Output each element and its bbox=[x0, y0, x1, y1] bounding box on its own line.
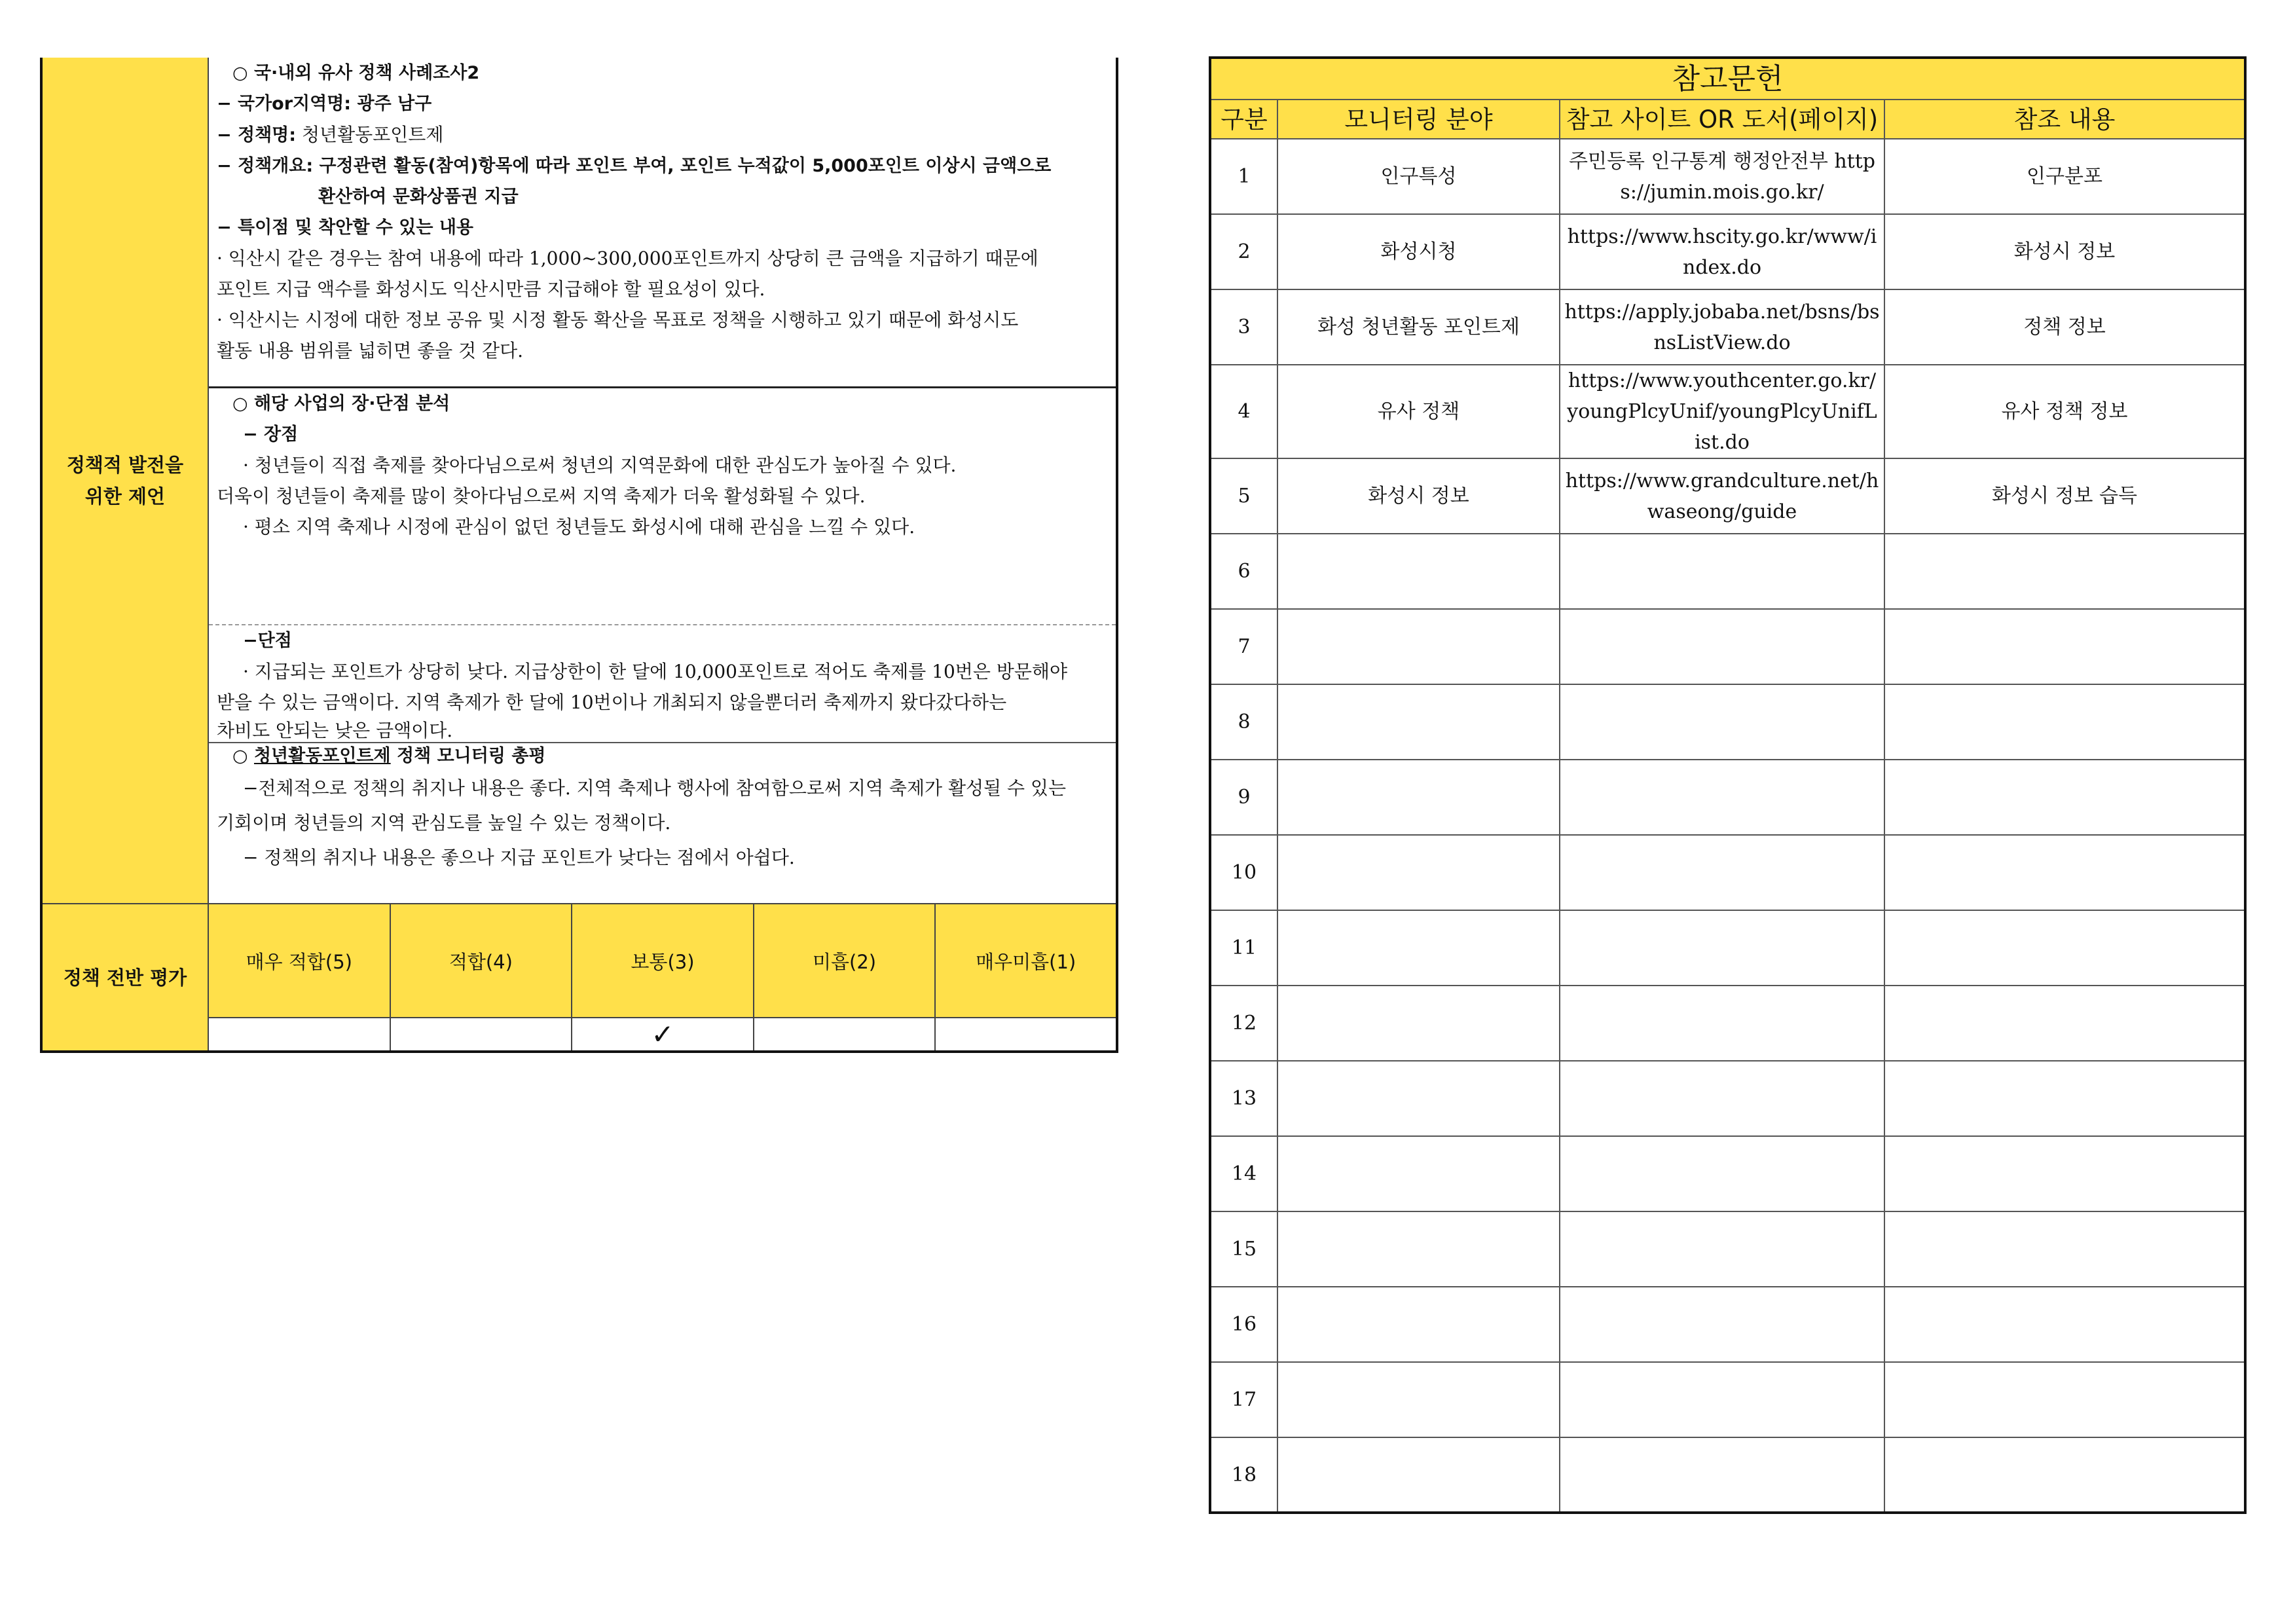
rating-option-5 bbox=[208, 904, 390, 1018]
reference-number: 4 bbox=[1210, 365, 1277, 458]
reference-source bbox=[1560, 835, 1884, 910]
reference-source: https://www.hscity.go.kr/www/index.do bbox=[1560, 214, 1884, 289]
reference-source bbox=[1560, 1136, 1884, 1211]
check-mark-icon: ✓ bbox=[651, 1018, 674, 1050]
header-source: 참고 사이트 OR 도서(페이지) bbox=[1560, 100, 1884, 139]
reference-row bbox=[1210, 760, 2245, 835]
reference-field bbox=[1277, 835, 1560, 910]
notes-heading: − 특이점 및 착안할 수 있는 내용 bbox=[217, 217, 474, 238]
reference-row bbox=[1210, 835, 2245, 910]
pro-line: · 평소 지역 축제나 시정에 관심이 없던 청년들도 화성시에 대해 관심을 느낄 수 있다. bbox=[243, 516, 915, 538]
rating-option-1 bbox=[935, 904, 1117, 1018]
cons-heading: −단점 bbox=[243, 631, 292, 651]
reference-row bbox=[1210, 1362, 2245, 1437]
reference-number: 14 bbox=[1210, 1136, 1277, 1211]
reference-field: 유사 정책 bbox=[1277, 365, 1560, 458]
reference-row bbox=[1210, 986, 2245, 1061]
reference-field bbox=[1277, 609, 1560, 684]
con-line: 받을 수 있는 금액이다. 지역 축제가 한 달에 10번이나 개최되지 않을뿐더러 축제까지 왔다갔다하는 bbox=[217, 692, 1007, 713]
reference-number: 13 bbox=[1210, 1061, 1277, 1136]
proposal-label bbox=[41, 58, 208, 904]
reference-row bbox=[1210, 1287, 2245, 1362]
policy-name-label: − 정책명: bbox=[217, 125, 297, 145]
references-title: 참고문헌 bbox=[1210, 58, 2245, 100]
reference-field bbox=[1277, 910, 1560, 986]
reference-row bbox=[1210, 1437, 2245, 1513]
reference-field bbox=[1277, 534, 1560, 609]
reference-source bbox=[1560, 1287, 1884, 1362]
reference-field bbox=[1277, 1437, 1560, 1513]
reference-content: 화성시 정보 습득 bbox=[1884, 458, 2245, 534]
reference-content bbox=[1884, 986, 2245, 1061]
reference-content: 인구분포 bbox=[1884, 139, 2245, 214]
reference-row bbox=[1210, 1211, 2245, 1287]
rating-option-label: 매우미흡(1) bbox=[976, 950, 1076, 973]
reference-row bbox=[1210, 289, 2245, 365]
reference-row bbox=[1210, 609, 2245, 684]
header-field: 모니터링 분야 bbox=[1277, 100, 1560, 139]
reference-row bbox=[1210, 684, 2245, 760]
reference-row bbox=[1210, 458, 2245, 534]
note-line: 포인트 지급 액수를 화성시도 익산시만큼 지급해야 할 필요성이 있다. bbox=[217, 278, 765, 300]
reference-content bbox=[1884, 1437, 2245, 1513]
reference-row bbox=[1210, 139, 2245, 214]
reference-field bbox=[1277, 1061, 1560, 1136]
reference-number: 18 bbox=[1210, 1437, 1277, 1513]
reference-field bbox=[1277, 986, 1560, 1061]
rating-option-3 bbox=[572, 904, 754, 1018]
rating-option-label: 적합(4) bbox=[449, 950, 513, 973]
policy-name-line bbox=[217, 119, 1116, 151]
rating-option-2 bbox=[754, 904, 936, 1018]
reference-field bbox=[1277, 760, 1560, 835]
summary-line: 기회이며 청년들의 지역 관심도를 높일 수 있는 정책이다. bbox=[217, 812, 671, 834]
reference-content bbox=[1884, 1362, 2245, 1437]
reference-content bbox=[1884, 534, 2245, 609]
reference-field bbox=[1277, 684, 1560, 760]
overview-line-1: − 정책개요: 구정관련 활동(참여)항목에 따라 포인트 부여, 포인트 누적값이 5,000포인트 이상시 금액으로 bbox=[217, 156, 1052, 176]
case-study-section bbox=[209, 58, 1116, 388]
reference-number: 8 bbox=[1210, 684, 1277, 760]
reference-source: 주민등록 인구통계 행정안전부 https://jumin.mois.go.kr/ bbox=[1560, 139, 1884, 214]
reference-number: 2 bbox=[1210, 214, 1277, 289]
reference-number: 7 bbox=[1210, 609, 1277, 684]
reference-source bbox=[1560, 1211, 1884, 1287]
reference-row bbox=[1210, 365, 2245, 458]
rating-check-cell bbox=[208, 1018, 390, 1052]
reference-number: 15 bbox=[1210, 1211, 1277, 1287]
rating-option-label: 미흡(2) bbox=[813, 950, 877, 973]
reference-number: 3 bbox=[1210, 289, 1277, 365]
reference-source: https://www.youthcenter.go.kr/youngPlcyUnif/youngPlcyUnifList.do bbox=[1560, 365, 1884, 458]
rating-check-cell bbox=[572, 1018, 754, 1052]
summary-line: − 정책의 취지나 내용은 좋으나 지급 포인트가 낮다는 점에서 아쉽다. bbox=[243, 847, 795, 868]
reference-source bbox=[1560, 534, 1884, 609]
reference-number: 5 bbox=[1210, 458, 1277, 534]
evaluation-label bbox=[41, 904, 208, 1052]
reference-source: https://apply.jobaba.net/bsns/bsnsListView.do bbox=[1560, 289, 1884, 365]
region-line: − 국가or지역명: 광주 남구 bbox=[217, 94, 432, 114]
proposal-label-text: 정책적 발전을 위한 제언 bbox=[66, 453, 184, 507]
reference-source bbox=[1560, 760, 1884, 835]
reference-content bbox=[1884, 684, 2245, 760]
pros-section bbox=[209, 388, 1116, 625]
reference-number: 11 bbox=[1210, 910, 1277, 986]
reference-row bbox=[1210, 1136, 2245, 1211]
summary-heading-prefix: ○ bbox=[232, 746, 254, 766]
reference-content bbox=[1884, 910, 2245, 986]
rating-option-label: 매우 적합(5) bbox=[246, 950, 352, 973]
reference-content bbox=[1884, 1136, 2245, 1211]
reference-field bbox=[1277, 1136, 1560, 1211]
reference-content bbox=[1884, 1211, 2245, 1287]
references-table bbox=[1209, 56, 2247, 1514]
reference-field: 화성시청 bbox=[1277, 214, 1560, 289]
reference-content: 유사 정책 정보 bbox=[1884, 365, 2245, 458]
reference-source bbox=[1560, 1362, 1884, 1437]
analysis-heading: ○ 해당 사업의 장·단점 분석 bbox=[232, 394, 450, 414]
policy-proposal-table bbox=[40, 58, 1118, 1053]
reference-source bbox=[1560, 1061, 1884, 1136]
rating-check-cell bbox=[754, 1018, 936, 1052]
policy-name-value: 청년활동포인트제 bbox=[301, 124, 444, 145]
reference-field: 인구특성 bbox=[1277, 139, 1560, 214]
reference-content: 정책 정보 bbox=[1884, 289, 2245, 365]
summary-section bbox=[209, 743, 1116, 901]
reference-number: 6 bbox=[1210, 534, 1277, 609]
reference-number: 17 bbox=[1210, 1362, 1277, 1437]
reference-number: 1 bbox=[1210, 139, 1277, 214]
con-line: · 지급되는 포인트가 상당히 낮다. 지급상한이 한 달에 10,000포인트로 적어도 축제를 10번은 방문해야 bbox=[243, 661, 1067, 682]
reference-content bbox=[1884, 760, 2245, 835]
reference-source bbox=[1560, 986, 1884, 1061]
reference-row bbox=[1210, 214, 2245, 289]
summary-heading-suffix: 정책 모니터링 총평 bbox=[390, 746, 546, 766]
reference-source: https://www.grandculture.net/hwaseong/guide bbox=[1560, 458, 1884, 534]
pro-line: 더욱이 청년들이 축제를 많이 찾아다님으로써 지역 축제가 더욱 활성화될 수 있다. bbox=[217, 485, 866, 507]
reference-content: 화성시 정보 bbox=[1884, 214, 2245, 289]
summary-heading-policy: 청년활동포인트제 bbox=[253, 746, 391, 766]
reference-source bbox=[1560, 684, 1884, 760]
references-body bbox=[1210, 139, 2245, 1513]
note-line: · 익산시는 시정에 대한 정보 공유 및 시정 활동 확산을 목표로 정책을 시행하고 있기 때문에 화성시도 bbox=[217, 309, 1019, 331]
note-line: · 익산시 같은 경우는 참여 내용에 따라 1,000~300,000포인트까지 상당히 큰 금액을 지급하기 때문에 bbox=[217, 248, 1038, 269]
reference-number: 10 bbox=[1210, 835, 1277, 910]
reference-content bbox=[1884, 1061, 2245, 1136]
note-line: 활동 내용 범위를 넓히면 좋을 것 같다. bbox=[217, 340, 524, 361]
reference-field bbox=[1277, 1362, 1560, 1437]
reference-content bbox=[1884, 1287, 2245, 1362]
summary-heading bbox=[217, 743, 1116, 769]
rating-check-cell bbox=[390, 1018, 572, 1052]
reference-field: 화성 청년활동 포인트제 bbox=[1277, 289, 1560, 365]
header-no: 구분 bbox=[1210, 100, 1277, 139]
reference-row bbox=[1210, 910, 2245, 986]
rating-check-cell bbox=[935, 1018, 1117, 1052]
rating-option-label: 보통(3) bbox=[631, 950, 695, 973]
reference-field bbox=[1277, 1211, 1560, 1287]
reference-row bbox=[1210, 534, 2245, 609]
reference-field: 화성시 정보 bbox=[1277, 458, 1560, 534]
reference-content bbox=[1884, 835, 2245, 910]
reference-source bbox=[1560, 910, 1884, 986]
reference-source bbox=[1560, 1437, 1884, 1513]
header-content: 참조 내용 bbox=[1884, 100, 2245, 139]
con-line: 차비도 안되는 낮은 금액이다. bbox=[217, 720, 453, 741]
reference-source bbox=[1560, 609, 1884, 684]
overview-line-2: 환산하여 문화상품권 지급 bbox=[318, 187, 519, 207]
pros-heading: − 장점 bbox=[243, 424, 299, 445]
reference-field bbox=[1277, 1287, 1560, 1362]
reference-row bbox=[1210, 1061, 2245, 1136]
reference-number: 16 bbox=[1210, 1287, 1277, 1362]
reference-number: 12 bbox=[1210, 986, 1277, 1061]
case-study-heading: ○ 국·내외 유사 정책 사례조사2 bbox=[232, 63, 480, 83]
rating-option-4 bbox=[390, 904, 572, 1018]
cons-section bbox=[209, 625, 1116, 743]
evaluation-label-text: 정책 전반 평가 bbox=[63, 966, 187, 989]
summary-line: −전체적으로 정책의 취지나 내용은 좋다. 지역 축제나 행사에 참여함으로써 지역 축제가 활성될 수 있는 bbox=[243, 777, 1067, 799]
pro-line: · 청년들이 직접 축제를 찾아다님으로써 청년의 지역문화에 대한 관심도가 높아질 수 있다. bbox=[243, 454, 957, 476]
reference-content bbox=[1884, 609, 2245, 684]
reference-number: 9 bbox=[1210, 760, 1277, 835]
